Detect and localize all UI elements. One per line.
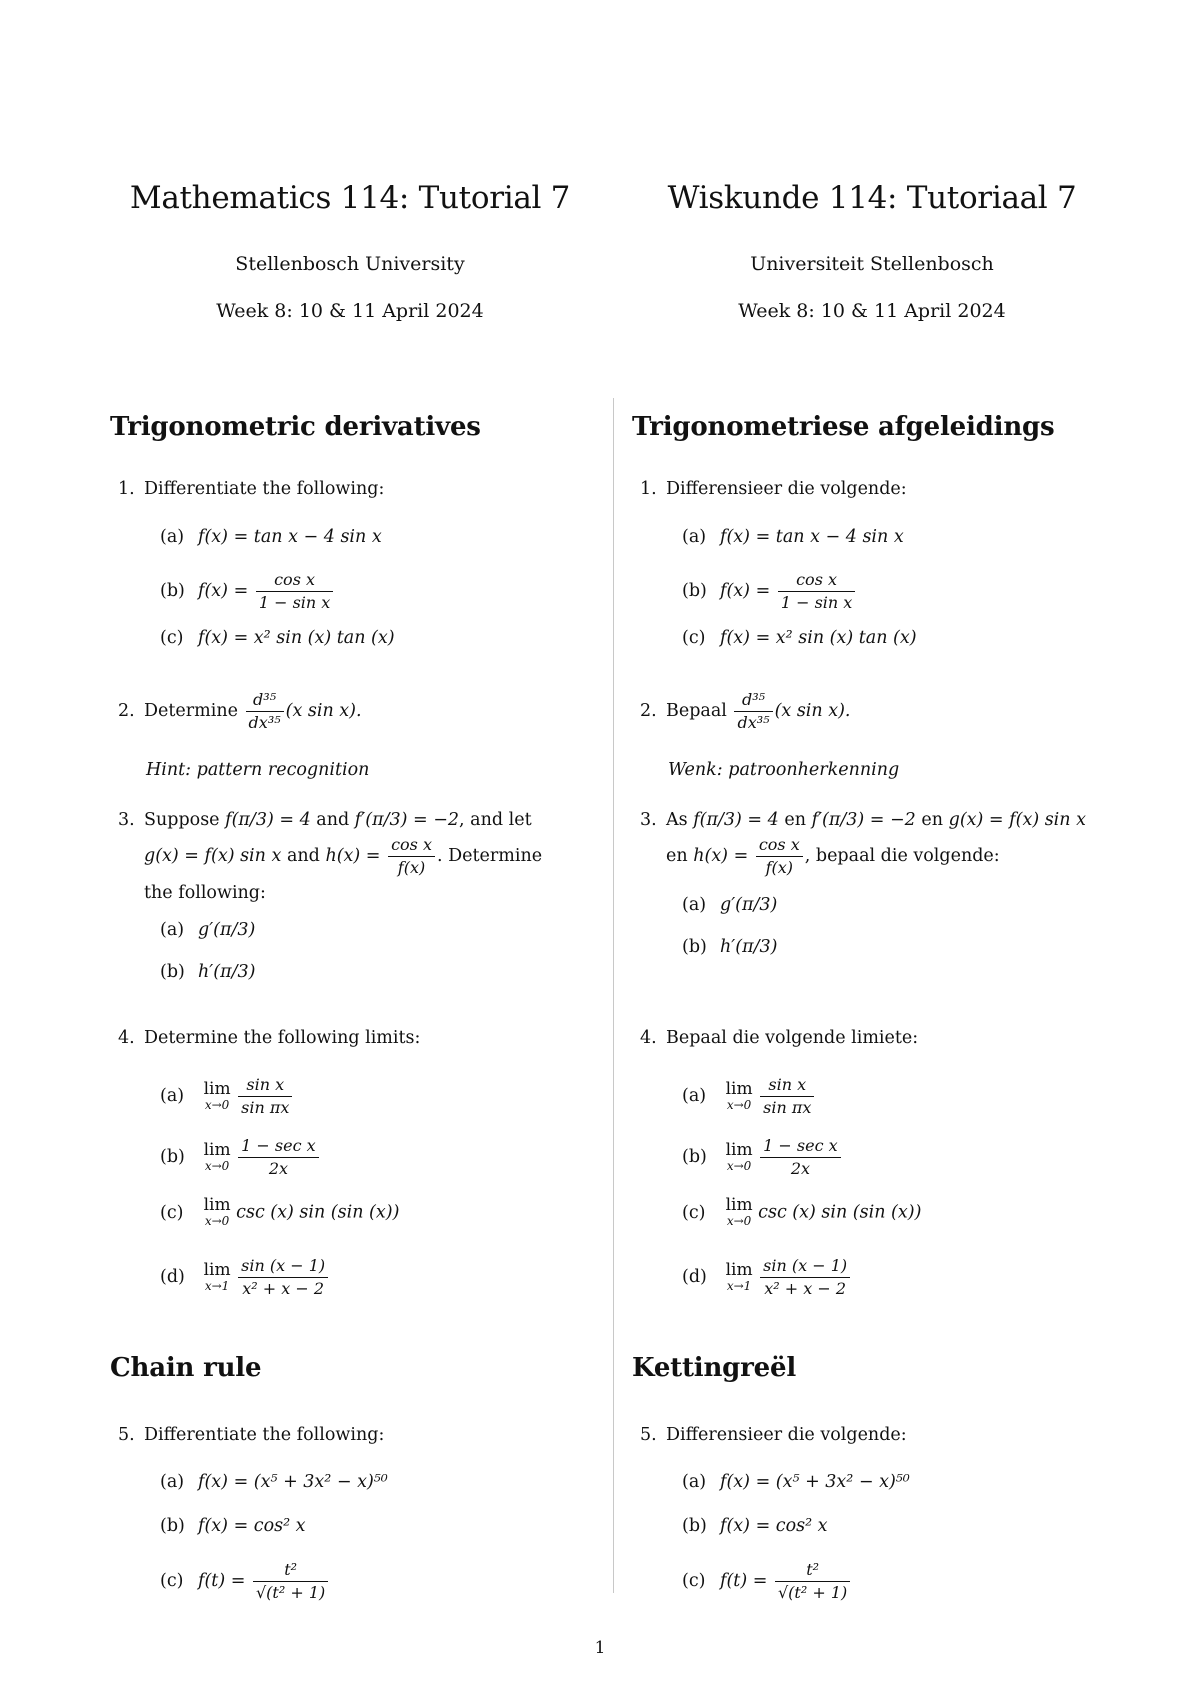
hint-text: Hint: pattern recognition [146,760,370,780]
page-title: Mathematics 114: Tutorial 7 [129,180,571,216]
university-af: Universiteit Stellenbosch [750,253,994,275]
item-5c: (c) f(t) = $\frac{\text{t²}}{\text{√(t² + 1)}}$ [160,1560,330,1603]
item-5a-af: (a) f(x) = (x⁵ + 3x² − x)⁵⁰ [682,1472,910,1492]
section-heading-trig: Trigonometric derivatives [110,412,481,442]
question-1-af: 1. Differensieer die volgende: [640,479,907,499]
item-1b: (b) f(x) = $\frac{\text{cos x}}{\text{1 − sin x}}$ [160,570,335,613]
item-5c-af: (c) f(t) = $\frac{\text{t²}}{\text{√(t² + 1)}}$ [682,1560,852,1603]
question-4: 4. Determine the following limits: [118,1028,421,1048]
item-4b-af: (b) lim x→0 $\frac{\text{1 − sec x}}{2x}$ [682,1136,843,1179]
item-4a-af: (a) lim x→0 $\frac{\text{sin x}}{\text{sin πx}}$ [682,1075,816,1118]
week-date-af: Week 8: 10 & 11 April 2024 [738,300,1006,322]
english-column [110,0,590,1696]
question-4-af: 4. Bepaal die volgende limiete: [640,1028,919,1048]
item-4c: (c) lim x→0 csc (x) sin (sin (x)) [160,1195,400,1228]
question-5-af: 5. Differensieer die volgende: [640,1425,907,1445]
question-1: 1. Differentiate the following: [118,479,385,499]
item-1c-af: (c) f(x) = x² sin (x) tan (x) [682,628,917,648]
item-3b-af: (b) h′(π/3) [682,937,778,957]
item-1c: (c) f(x) = x² sin (x) tan (x) [160,628,395,648]
item-1b-af: (b) f(x) = $\frac{\text{cos x}}{\text{1 − sin x}}$ [682,570,857,613]
week-date: Week 8: 10 & 11 April 2024 [216,300,484,322]
item-5b: (b) f(x) = cos² x [160,1516,306,1536]
page-number: 1 [594,1638,606,1658]
item-3a-af: (a) g′(π/3) [682,895,778,915]
section-heading-chain: Chain rule [110,1353,262,1383]
question-5: 5. Differentiate the following: [118,1425,385,1445]
section-heading-chain-af: Kettingreël [632,1353,797,1383]
item-3a: (a) g′(π/3) [160,920,256,940]
item-4d-af: (d) lim x→1 $\frac{\sin (x - 1)}{\text{x² + x − 2}}$ [682,1256,852,1299]
question-2: 2. Determine $\frac{\text{d³⁵}}{\text{dx³⁵}}$ (x sin x). [118,690,362,732]
question-3: 3. Suppose f(π/3) = 4 and f′(π/3) = −2, and let g(x) = f(x) sin x and h(x) = $\frac{\text{cos x}}{f(x)}$ . Determine the following: [118,810,543,903]
item-4c-af: (c) lim x→0 csc (x) sin (sin (x)) [682,1195,922,1228]
item-1a: (a) f(x) = tan x − 4 sin x [160,527,382,547]
item-4b: (b) lim x→0 $\frac{\text{1 − sec x}}{2x}$ [160,1136,321,1179]
afrikaans-column [632,0,1112,1696]
university: Stellenbosch University [235,253,465,275]
item-3b: (b) h′(π/3) [160,962,256,982]
item-5b-af: (b) f(x) = cos² x [682,1516,828,1536]
item-4d: (d) lim x→1 $\frac{\sin (x - 1)}{\text{x² + x − 2}}$ [160,1256,330,1299]
item-5a: (a) f(x) = (x⁵ + 3x² − x)⁵⁰ [160,1472,388,1492]
item-4a: (a) lim x→0 $\frac{\text{sin x}}{\text{sin πx}}$ [160,1075,294,1118]
column-divider [613,398,614,1593]
section-heading-trig-af: Trigonometriese afgeleidings [632,412,1055,442]
hint-text-af: Wenk: patroonherkenning [668,760,900,780]
page-title-af: Wiskunde 114: Tutoriaal 7 [667,180,1077,216]
question-2-af: 2. Bepaal $\frac{\text{d³⁵}}{\text{dx³⁵}}$ (x sin x). [640,690,851,732]
fraction: $\frac{\text{cos x}}{\text{1 − sin x}}$ [256,570,334,613]
question-3-af: 3. As f(π/3) = 4 en f′(π/3) = −2 en g(x) = f(x) sin x en h(x) = $\frac{\text{cos x}}{f(x)}$ , bepaal die volgende: [640,810,1086,877]
item-1a-af: (a) f(x) = tan x − 4 sin x [682,527,904,547]
